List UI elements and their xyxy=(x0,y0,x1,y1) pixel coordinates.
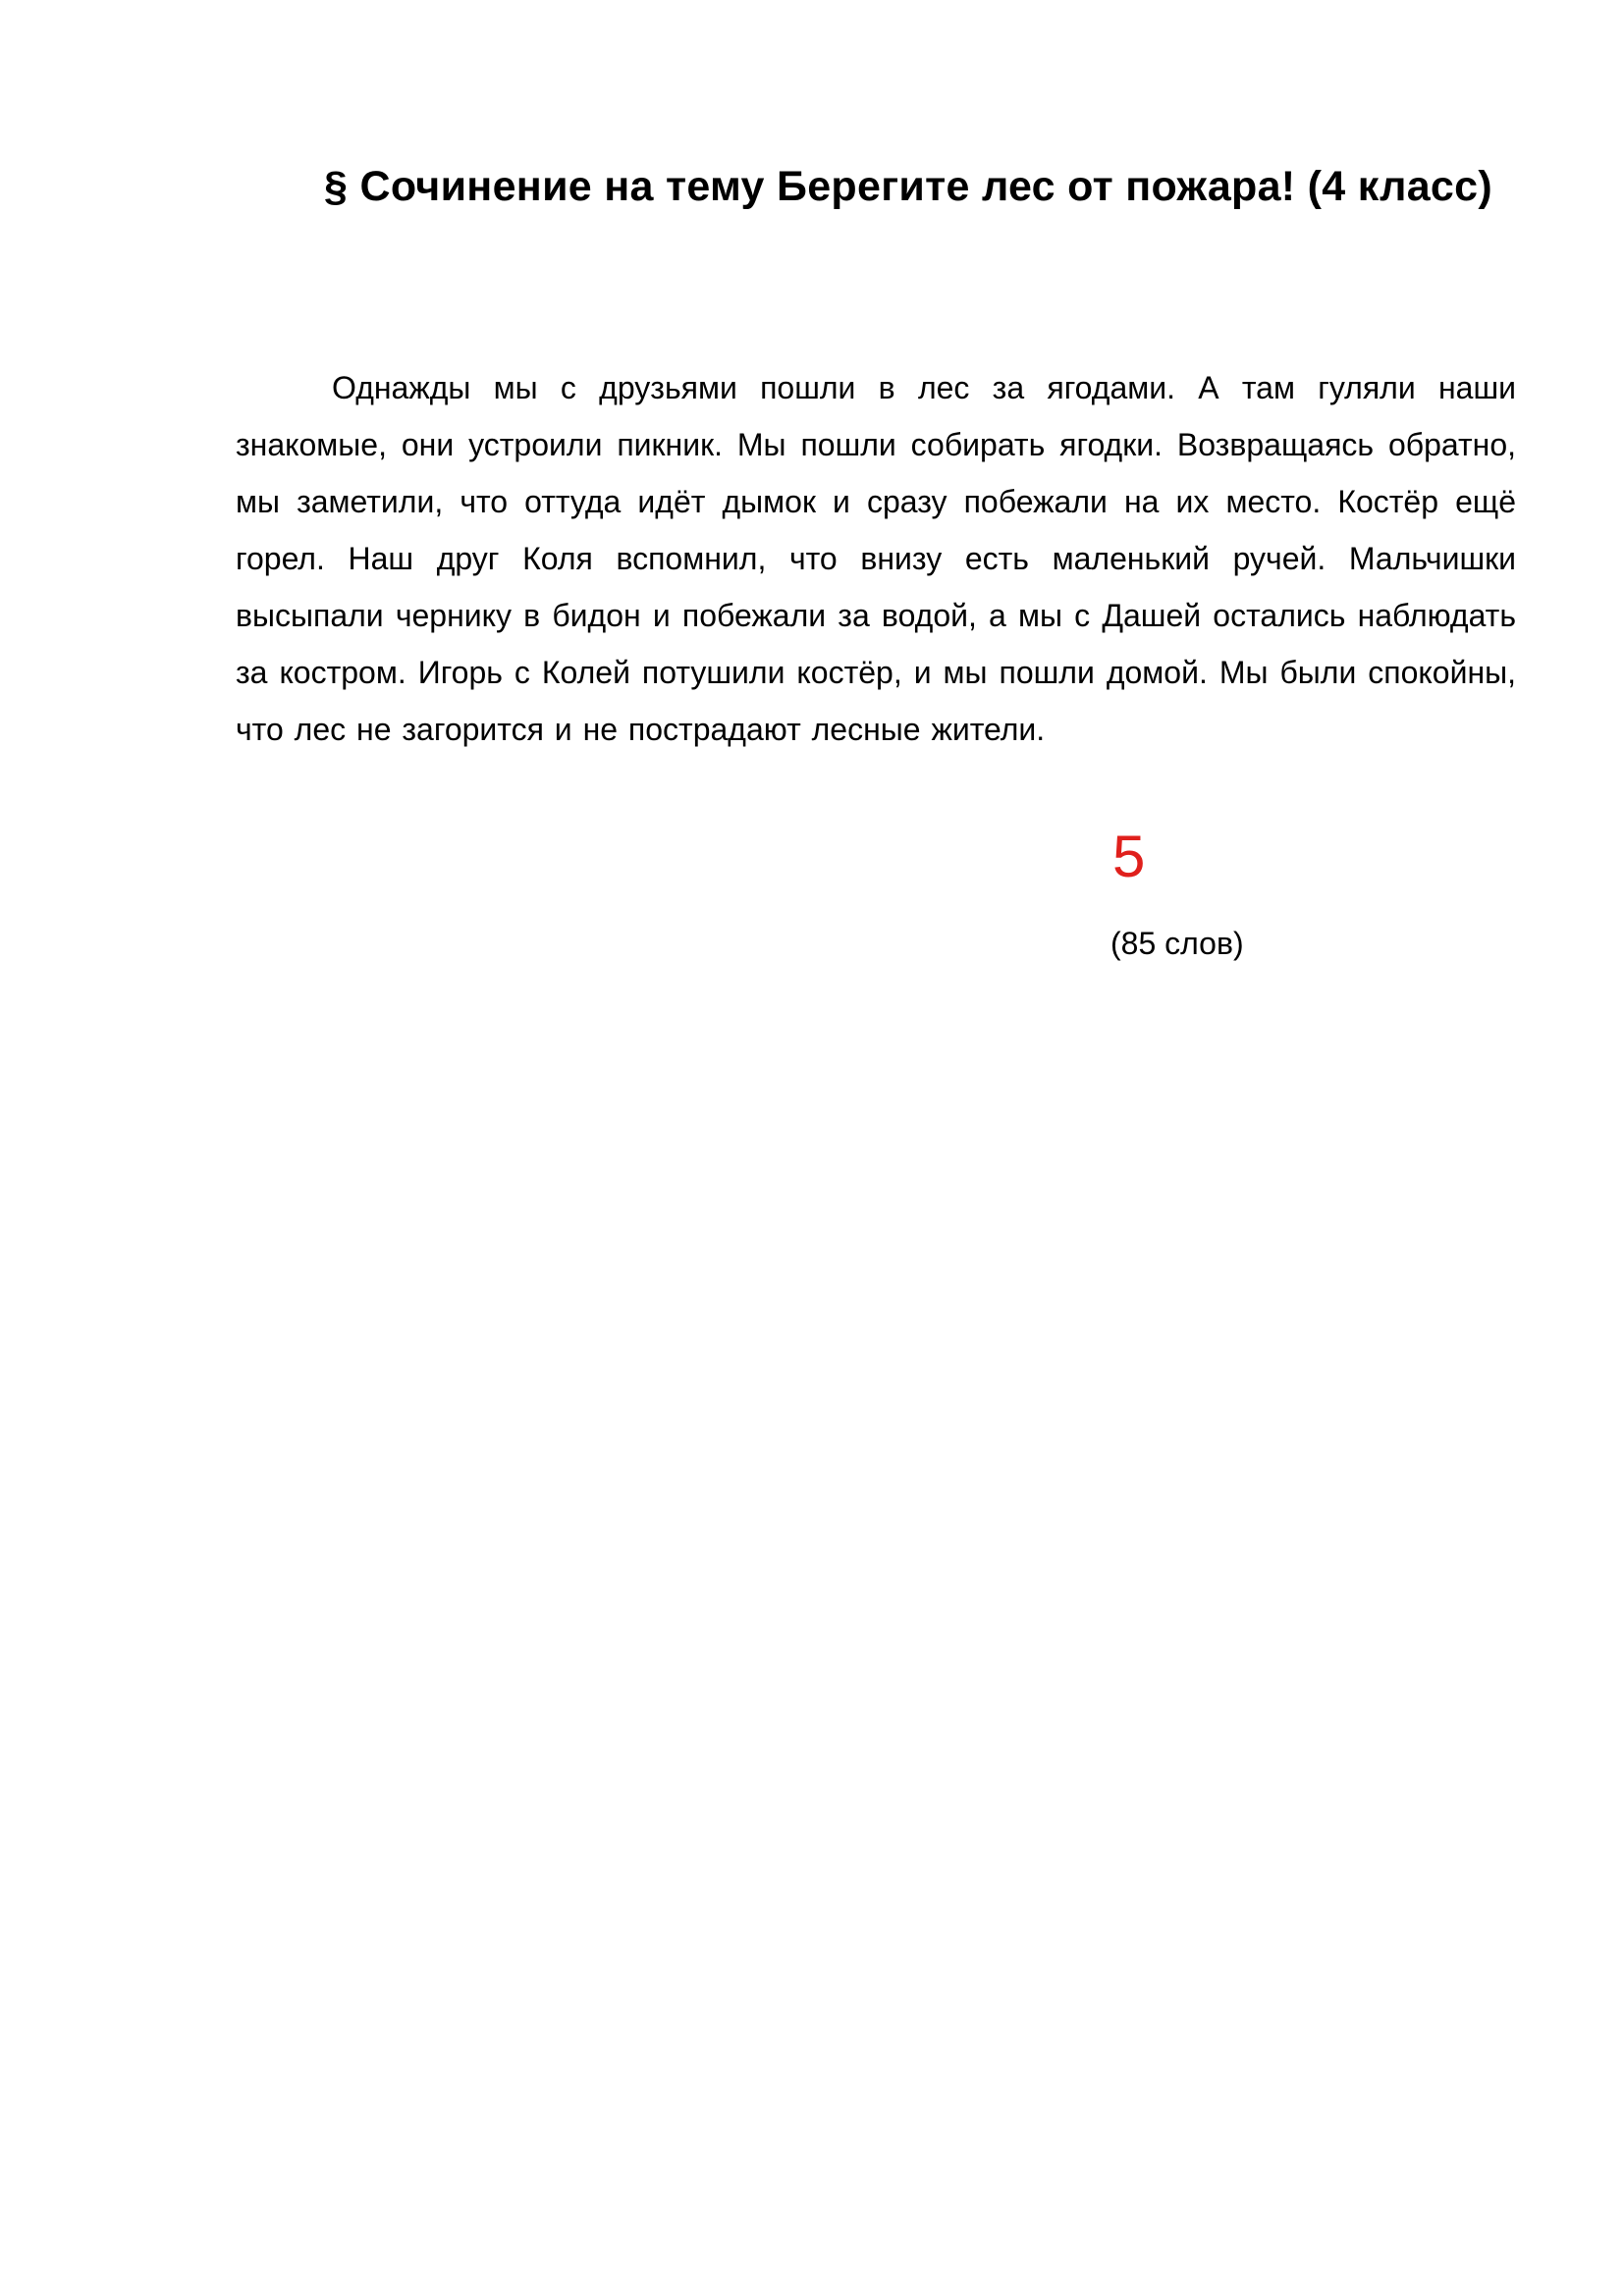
grade-mark: 5 xyxy=(1112,824,1146,889)
essay-body: Однажды мы с друзьями пошли в лес за ягодами. А там гуляли наши знакомые, они устроили пикник. Мы пошли собирать ягодки. Возвращаясь обратно, мы заметили, что оттуда идёт дымок и сразу побежали на их место. Костёр ещё горел. Наш друг Коля вспомнил, что внизу есть маленький ручей. Мальчишки высыпали чернику в бидон и побежали за водой, а мы с Дашей остались наблюдать за костром. Игорь с Колей потушили костёр, и мы пошли домой. Мы были спокойны, что лес не загорится и не пострадают лесные жители. xyxy=(236,370,1516,747)
word-count: (85 слов) xyxy=(1110,926,1244,961)
essay-title: § Сочинение на тему Берегите лес от пожара! (4 класс) xyxy=(324,163,1492,210)
